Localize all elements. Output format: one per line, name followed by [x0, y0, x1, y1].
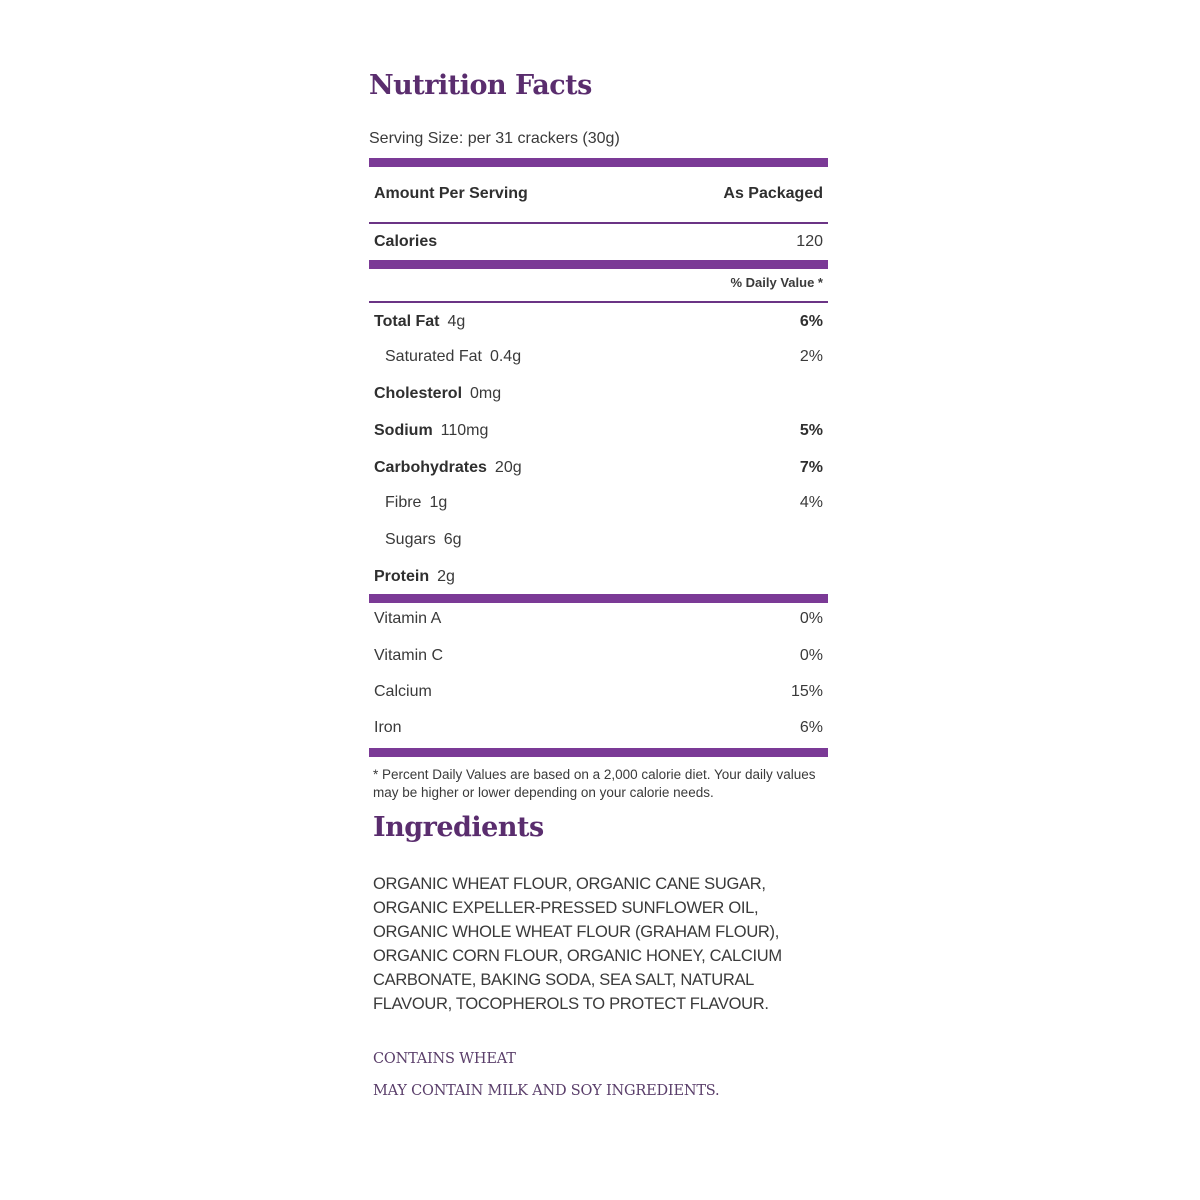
nutrient-dv: 7% — [799, 459, 823, 476]
calories-row — [374, 233, 823, 251]
nutrient-name: Protein — [374, 568, 430, 585]
nutrient-amount: 20g — [494, 459, 522, 476]
nutrient-dv: 5% — [799, 422, 823, 439]
amount-per-serving-label: Amount Per Serving — [374, 185, 528, 202]
vitamin-row-c — [374, 647, 823, 665]
vitamin-name: Calcium — [374, 683, 432, 700]
nutrient-dv: 2% — [799, 348, 823, 365]
nutrition-facts-title: Nutrition Facts — [369, 70, 592, 101]
nutrient-amount: 1g — [429, 494, 448, 511]
vitamin-dv: 15% — [790, 683, 823, 700]
divider-thick — [369, 748, 828, 757]
vitamin-name: Vitamin C — [374, 647, 444, 664]
nutrient-row-sodium — [374, 422, 823, 440]
nutrient-name: Cholesterol — [374, 385, 463, 402]
nutrient-amount: 0mg — [470, 385, 502, 402]
calories-label: Calories — [374, 233, 438, 250]
divider-thin — [369, 222, 828, 224]
divider-thick — [369, 594, 828, 603]
nutrient-name: Total Fat — [374, 313, 440, 330]
vitamin-dv: 0% — [799, 610, 823, 627]
vitamin-name: Vitamin A — [374, 610, 442, 627]
nutrient-name: Sodium — [374, 422, 433, 439]
calories-value: 120 — [796, 233, 823, 250]
contains-statement: CONTAINS WHEAT — [373, 1051, 516, 1067]
vitamin-dv: 0% — [799, 647, 823, 664]
vitamin-dv: 6% — [799, 719, 823, 736]
serving-size: Serving Size: per 31 crackers (30g) — [369, 130, 620, 147]
nutrient-amount: 110mg — [440, 422, 489, 439]
nutrient-amount: 2g — [437, 568, 455, 585]
nutrient-row-cholesterol — [374, 385, 823, 403]
daily-value-header: % Daily Value * — [730, 275, 823, 290]
nutrient-row-total-fat — [374, 313, 823, 331]
divider-thin — [369, 301, 828, 303]
as-packaged-label: As Packaged — [723, 185, 823, 202]
nutrient-amount: 6g — [443, 531, 462, 548]
nutrient-amount: 0.4g — [489, 348, 522, 365]
divider-thick — [369, 260, 828, 269]
nutrient-amount: 4g — [447, 313, 466, 330]
vitamin-row-calcium — [374, 683, 823, 701]
nutrient-row-fibre — [385, 494, 823, 512]
nutrient-name: Carbohydrates — [374, 459, 487, 476]
nutrient-name: Sugars — [385, 531, 436, 548]
ingredients-list: ORGANIC WHEAT FLOUR, ORGANIC CANE SUGAR, ORGANIC EXPELLER-PRESSED SUNFLOWER OIL, ORGANIC WHOLE WHEAT FLOUR (GRAHAM FLOUR), ORGANIC CORN FLOUR, ORGANIC HONEY, CALCIUM CARBONATE, BAKING SODA, SEA SALT, NATURAL FLAVOUR, TOCOPHEROLS TO PROTECT FLAVOUR. — [373, 875, 782, 1013]
nutrient-row-saturated-fat — [385, 348, 823, 366]
divider-thick — [369, 158, 828, 167]
nutrient-row-sugars — [385, 531, 823, 549]
amount-header-row — [374, 185, 823, 203]
nutrient-row-carbohydrates — [374, 459, 823, 477]
daily-value-footnote: * Percent Daily Values are based on a 2,000 calorie diet. Your daily values may be higher or lower depending on your calorie needs. — [373, 767, 816, 800]
nutrient-name: Fibre — [385, 494, 422, 511]
nutrient-row-protein — [374, 568, 823, 586]
vitamin-row-iron — [374, 719, 823, 737]
nutrient-dv: 4% — [799, 494, 823, 511]
nutrient-dv: 6% — [799, 313, 823, 330]
nutrient-name: Saturated Fat — [385, 348, 482, 365]
vitamin-row-a — [374, 610, 823, 628]
may-contain-statement: MAY CONTAIN MILK AND SOY INGREDIENTS. — [373, 1083, 720, 1099]
ingredients-title: Ingredients — [373, 812, 544, 843]
vitamin-name: Iron — [374, 719, 402, 736]
